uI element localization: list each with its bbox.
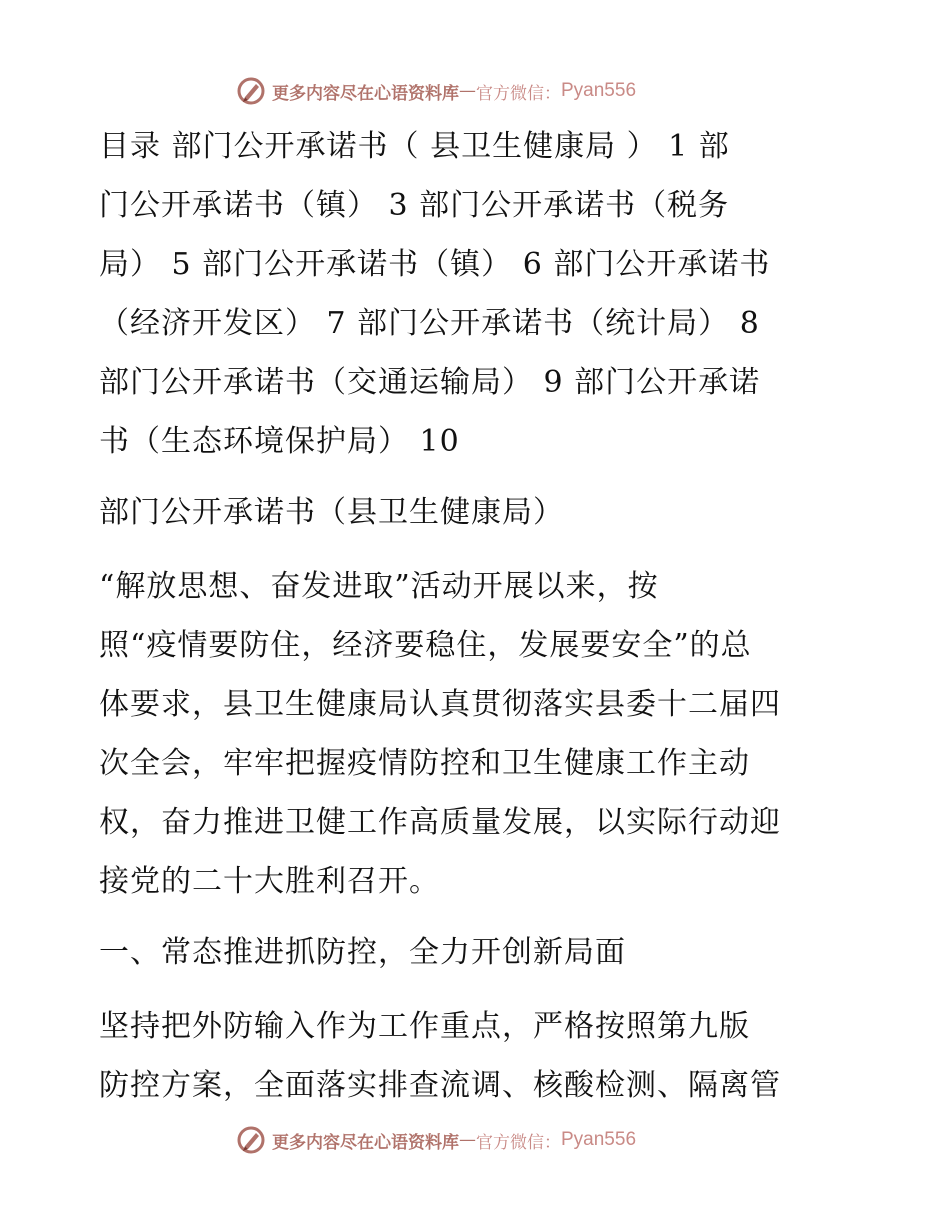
toc-line: 目录 部门公开承诺书（ 县卫生健康局 ） 1 部 <box>99 129 730 164</box>
watermark-contact-id: Pyan556 <box>561 1129 637 1150</box>
paragraph-line: 权，奋力推进卫健工作高质量发展，以实际行动迎 <box>99 805 781 840</box>
pen-logo-icon <box>236 76 266 106</box>
toc-line: 门公开承诺书（镇） 3 部门公开承诺书（税务 <box>99 188 730 223</box>
table-of-contents <box>99 117 859 471</box>
watermark-dash: — <box>459 81 476 101</box>
toc-line: （经济开发区） 7 部门公开承诺书（统计局） 8 <box>99 306 760 341</box>
watermark-contact-label: 官方微信： <box>476 83 561 104</box>
paragraph-line: 体要求，县卫生健康局认真贯彻落实县委十二届四 <box>99 687 781 722</box>
paragraph-intro <box>99 557 859 911</box>
toc-line: 部门公开承诺书（交通运输局） 9 部门公开承诺 <box>99 365 761 400</box>
paragraph-line: 防控方案，全面落实排查流调、核酸检测、隔离管 <box>99 1068 781 1103</box>
watermark-contact-id: Pyan556 <box>561 80 637 101</box>
watermark-main-text: 更多内容尽在心语资料库 <box>272 1132 459 1153</box>
watermark-footer <box>236 1122 636 1158</box>
pen-logo-icon <box>236 1125 266 1155</box>
paragraph-section-one <box>99 997 859 1115</box>
section-title <box>99 483 859 542</box>
watermark-header <box>236 73 636 109</box>
toc-line: 局） 5 部门公开承诺书（镇） 6 部门公开承诺书 <box>99 247 771 282</box>
paragraph-line: 次全会，牢牢把握疫情防控和卫生健康工作主动 <box>99 746 750 781</box>
toc-line: 书（生态环境保护局） 10 <box>99 424 460 459</box>
section-title-text: 部门公开承诺书（县卫生健康局） <box>99 495 564 530</box>
heading-text: 一、常态推进抓防控，全力开创新局面 <box>99 935 626 970</box>
watermark-dash: — <box>459 1130 476 1150</box>
watermark-contact-label: 官方微信： <box>476 1132 561 1153</box>
paragraph-line: 坚持把外防输入作为工作重点，严格按照第九版 <box>99 1009 750 1044</box>
paragraph-line: 照“疫情要防住，经济要稳住，发展要安全”的总 <box>99 628 752 663</box>
paragraph-line: 接党的二十大胜利召开。 <box>99 864 440 899</box>
paragraph-line: “解放思想、奋发进取”活动开展以来，按 <box>99 569 659 604</box>
heading-section-one <box>99 923 859 982</box>
watermark-main-text: 更多内容尽在心语资料库 <box>272 83 459 104</box>
